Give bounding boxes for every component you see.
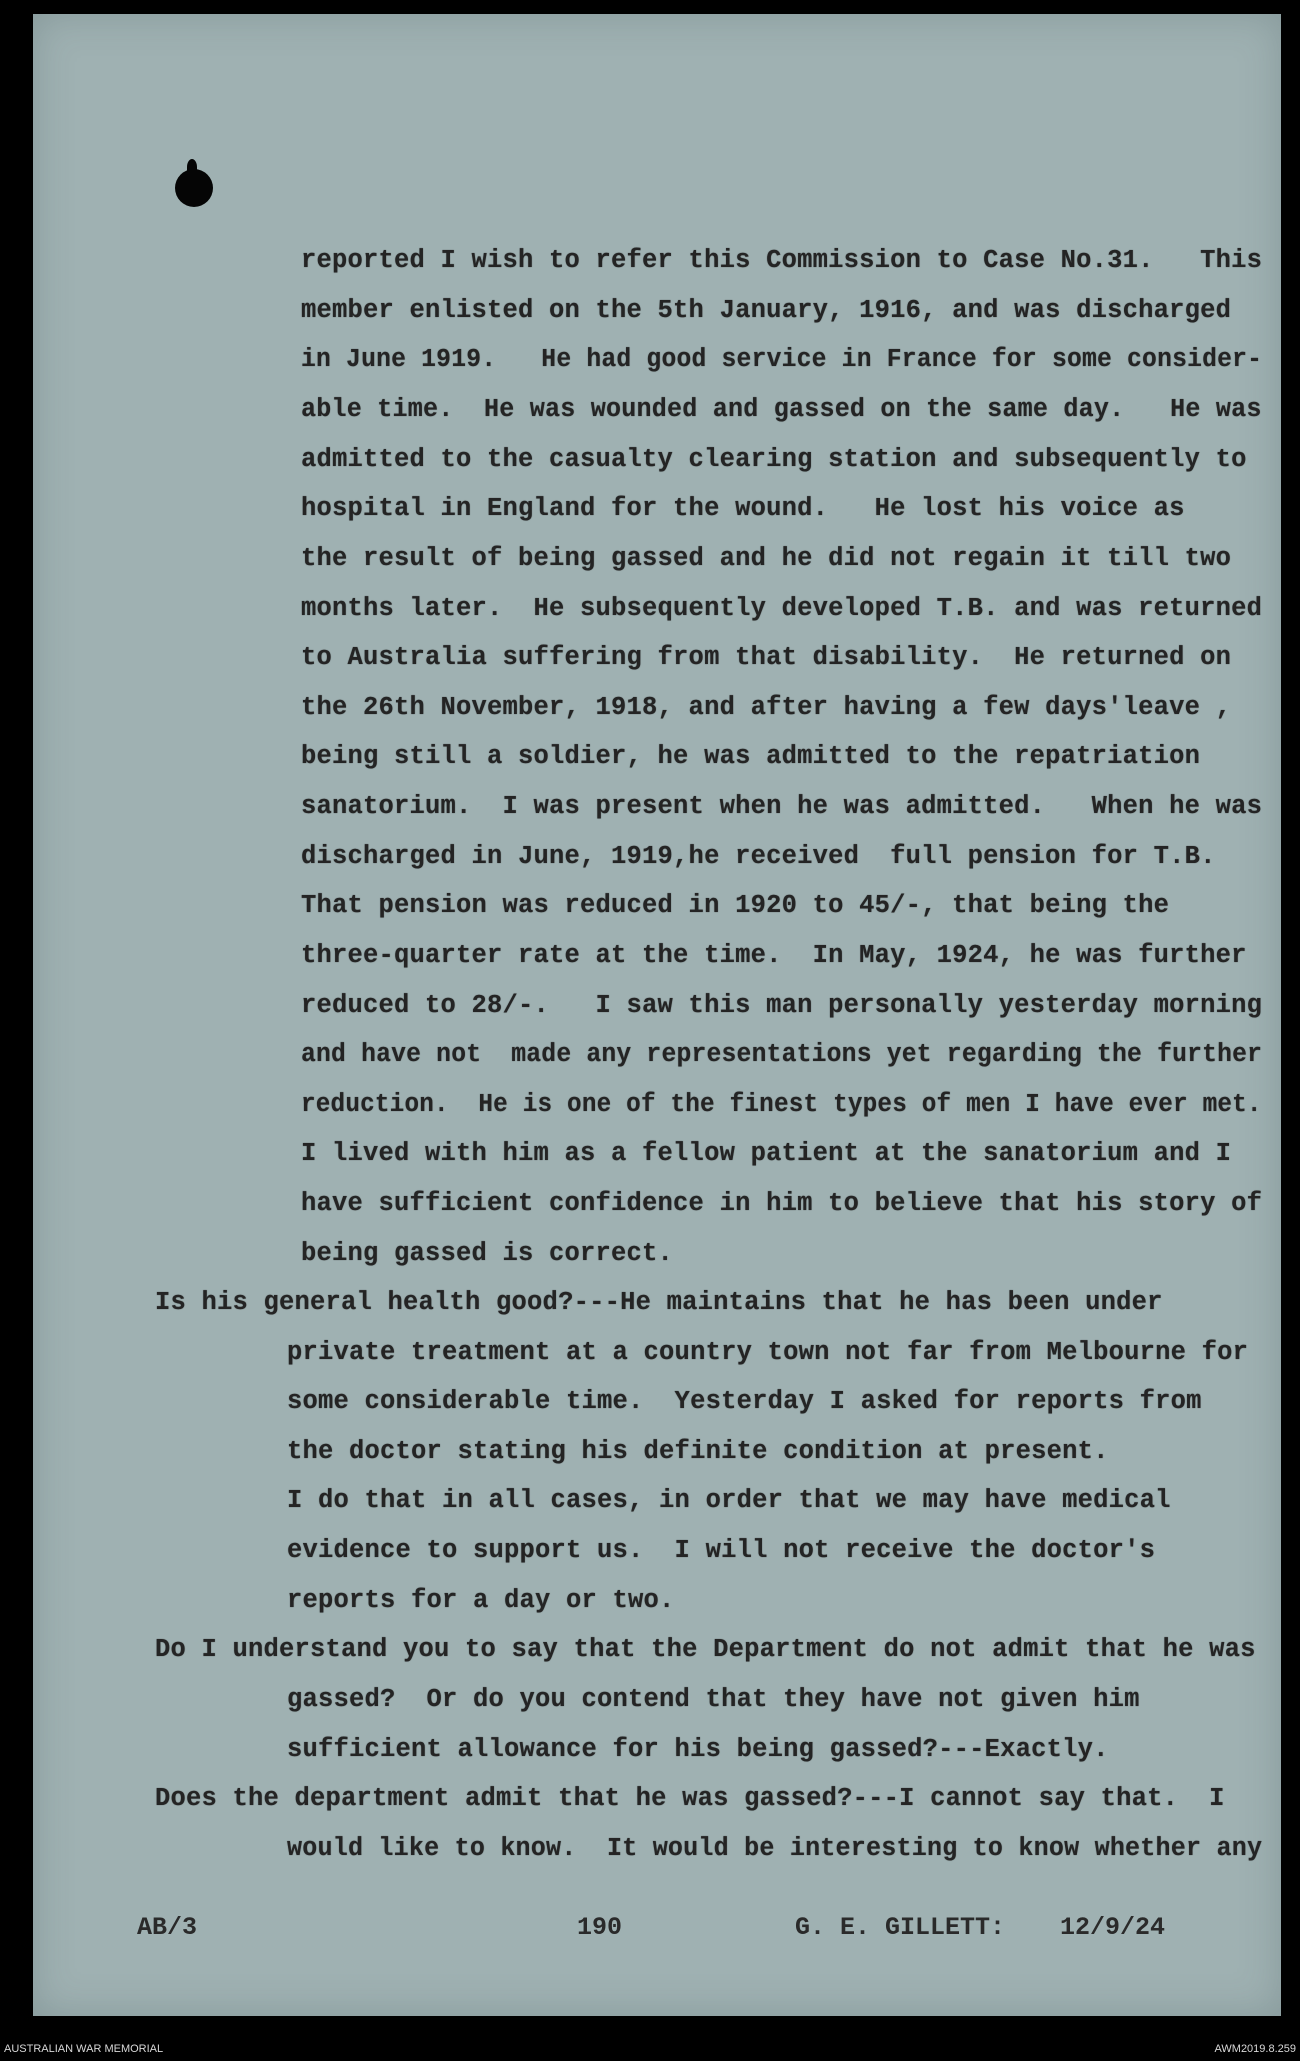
text-line: would like to know. It would be interesting to know whether any (287, 1834, 1263, 1863)
text-line: evidence to support us. I will not receive the doctor's (287, 1536, 1156, 1565)
text-line: the 26th November, 1918, and after having a few days'leave , (301, 693, 1232, 722)
text-line: have sufficient confidence in him to believe that his story of (301, 1189, 1263, 1218)
text-line: sanatorium. I was present when he was admitted. When he was (301, 792, 1263, 821)
text-line: to Australia suffering from that disability. He returned on (301, 643, 1232, 672)
text-line: the doctor stating his definite condition at present. (287, 1437, 1109, 1466)
text-line: and have not made any representations yet regarding the further (301, 1040, 1263, 1069)
text-line: some considerable time. Yesterday I asked for reports from (287, 1387, 1202, 1416)
text-line: in June 1919. He had good service in France for some consider- (301, 345, 1263, 374)
punch-hole (175, 169, 213, 207)
text-line: being still a soldier, he was admitted to the repatriation (301, 742, 1201, 771)
text-line: reported I wish to refer this Commission to Case No.31. This (301, 246, 1263, 275)
text-line: Do I understand you to say that the Department do not admit that he was (155, 1635, 1256, 1664)
text-line: three-quarter rate at the time. In May, 1924, he was further (301, 941, 1247, 970)
archive-caption-left: AUSTRALIAN WAR MEMORIAL (4, 2043, 164, 2055)
text-line: I do that in all cases, in order that we may have medical (287, 1486, 1171, 1515)
text-line: That pension was reduced in 1920 to 45/-, that being the (301, 891, 1170, 920)
text-line: private treatment at a country town not far from Melbourne for (287, 1338, 1249, 1367)
text-line: gassed? Or do you contend that they have not given him (287, 1685, 1140, 1714)
text-line: Is his general health good?---He maintains that he has been under (155, 1288, 1163, 1317)
archive-caption-right: AWM2019.8.259 (1214, 2043, 1296, 2055)
footer-page-number: 190 (577, 1913, 623, 1942)
text-line: hospital in England for the wound. He lost his voice as (301, 494, 1185, 523)
text-line: member enlisted on the 5th January, 1916, and was discharged (301, 296, 1232, 325)
text-line: Does the department admit that he was gassed?---I cannot say that. I (155, 1784, 1225, 1813)
text-line: discharged in June, 1919,he received full pension for T.B. (301, 842, 1216, 871)
footer-reference: AB/3 (137, 1913, 198, 1942)
footer-date: 12/9/24 (1060, 1913, 1166, 1942)
text-line: reduction. He is one of the finest types of men I have ever met. (301, 1090, 1262, 1119)
text-line: sufficient allowance for his being gassed?---Exactly. (287, 1735, 1109, 1764)
text-line: the result of being gassed and he did not regain it till two (301, 544, 1232, 573)
text-line: reduced to 28/-. I saw this man personally yesterday morning (301, 991, 1263, 1020)
text-line: able time. He was wounded and gassed on the same day. He was (301, 395, 1262, 424)
text-line: admitted to the casualty clearing station and subsequently to (301, 445, 1247, 474)
text-line: months later. He subsequently developed T.B. and was returned (301, 594, 1263, 623)
text-line: I lived with him as a fellow patient at the sanatorium and I (301, 1139, 1232, 1168)
text-line: reports for a day or two. (287, 1586, 675, 1615)
text-line: being gassed is correct. (301, 1239, 674, 1268)
footer-witness-name: G. E. GILLETT: (795, 1913, 1006, 1942)
